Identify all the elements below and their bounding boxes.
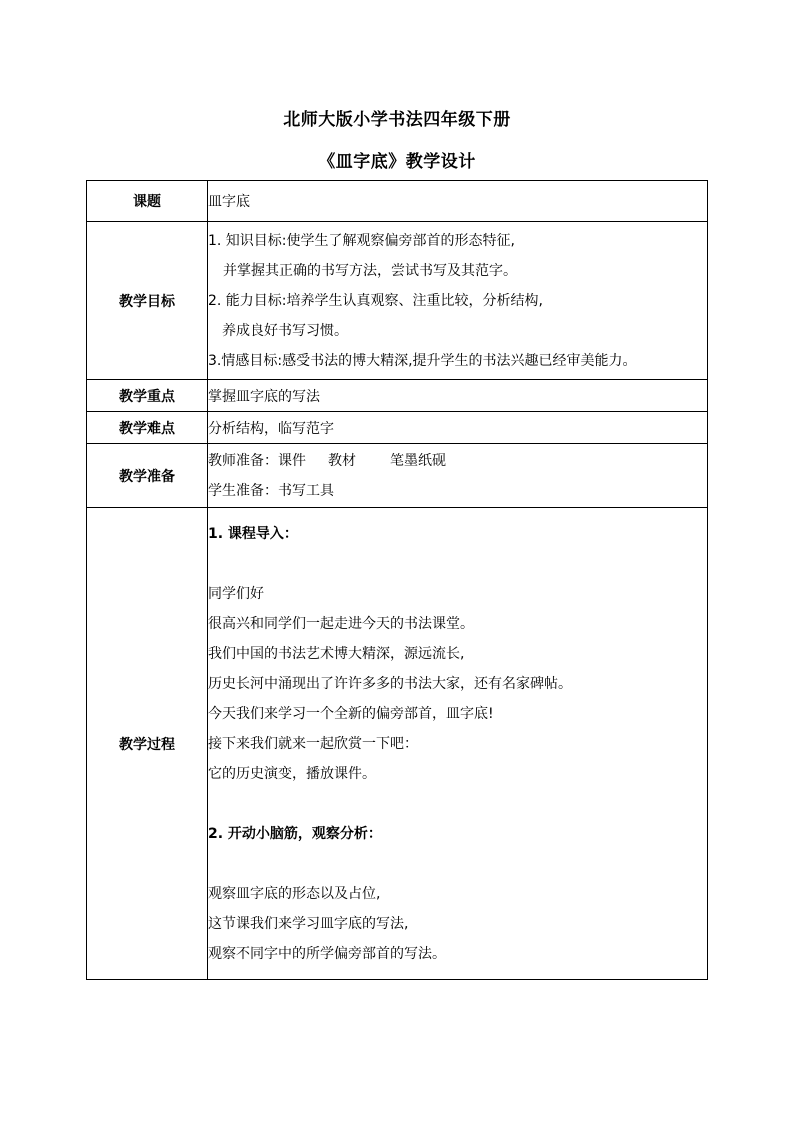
difficulty-label: 教学难点 bbox=[87, 412, 208, 444]
teacher-prep-textbook: 教材 bbox=[328, 452, 356, 469]
key-point-row bbox=[87, 380, 708, 412]
document-title: 北师大版小学书法四年级下册 bbox=[283, 110, 511, 130]
process-row bbox=[87, 508, 708, 980]
goal-line: 并掌握其正确的书写方法，尝试书写及其范字。 bbox=[223, 262, 517, 279]
lesson-plan-table bbox=[86, 180, 708, 980]
key-point-value: 掌握皿字底的写法 bbox=[208, 380, 708, 412]
goal-line: 1. 知识目标:使学生了解观察偏旁部首的形态特征, bbox=[208, 232, 515, 249]
student-preparation: 学生准备：书写工具 bbox=[208, 482, 334, 499]
key-point-label: 教学重点 bbox=[87, 380, 208, 412]
topic-label: 课题 bbox=[87, 181, 208, 222]
process-line: 接下来我们就来一起欣赏一下吧： bbox=[208, 735, 418, 752]
process-label: 教学过程 bbox=[87, 508, 208, 980]
process-line: 历史长河中涌现出了许许多多的书法大家，还有名家碑帖。 bbox=[208, 675, 572, 692]
blank-line bbox=[208, 849, 707, 879]
process-line: 观察皿字底的形态以及占位, bbox=[208, 885, 381, 902]
process-line: 这节课我们来学习皿字底的写法, bbox=[208, 915, 409, 932]
section-heading: 1. 课程导入： bbox=[208, 525, 298, 542]
process-line: 今天我们来学习一个全新的偏旁部首，皿字底! bbox=[208, 705, 494, 722]
process-line: 它的历史演变，播放课件。 bbox=[208, 765, 376, 782]
goals-row bbox=[87, 222, 708, 380]
process-line: 很高兴和同学们一起走进今天的书法课堂。 bbox=[208, 615, 474, 632]
topic-value: 皿字底 bbox=[208, 181, 708, 222]
goals-content bbox=[208, 222, 708, 380]
difficulty-row bbox=[87, 412, 708, 444]
topic-row bbox=[87, 181, 708, 222]
process-line: 我们中国的书法艺术博大精深，源远流长, bbox=[208, 645, 465, 662]
preparation-content bbox=[208, 444, 708, 508]
teacher-prep-courseware: 教师准备：课件 bbox=[208, 452, 306, 469]
difficulty-value: 分析结构，临写范字 bbox=[208, 412, 708, 444]
goals-label: 教学目标 bbox=[87, 222, 208, 380]
preparation-label: 教学准备 bbox=[87, 444, 208, 508]
section-heading: 2. 开动小脑筋，观察分析： bbox=[208, 825, 382, 842]
goal-line: 3.情感目标:感受书法的博大精深,提升学生的书法兴趣已经审美能力。 bbox=[208, 352, 637, 369]
teacher-prep-tools: 笔墨纸砚 bbox=[390, 452, 446, 469]
document-subtitle: 《皿字底》教学设计 bbox=[318, 152, 476, 172]
process-content bbox=[208, 508, 708, 980]
blank-line bbox=[208, 789, 707, 819]
blank-line bbox=[208, 549, 707, 579]
preparation-row bbox=[87, 444, 708, 508]
process-line: 观察不同字中的所学偏旁部首的写法。 bbox=[208, 945, 446, 962]
goal-line: 2. 能力目标:培养学生认真观察、注重比较，分析结构, bbox=[208, 292, 543, 309]
teacher-preparation bbox=[208, 446, 707, 476]
goal-line: 养成良好书写习惯。 bbox=[222, 322, 348, 339]
process-line: 同学们好 bbox=[208, 585, 264, 602]
